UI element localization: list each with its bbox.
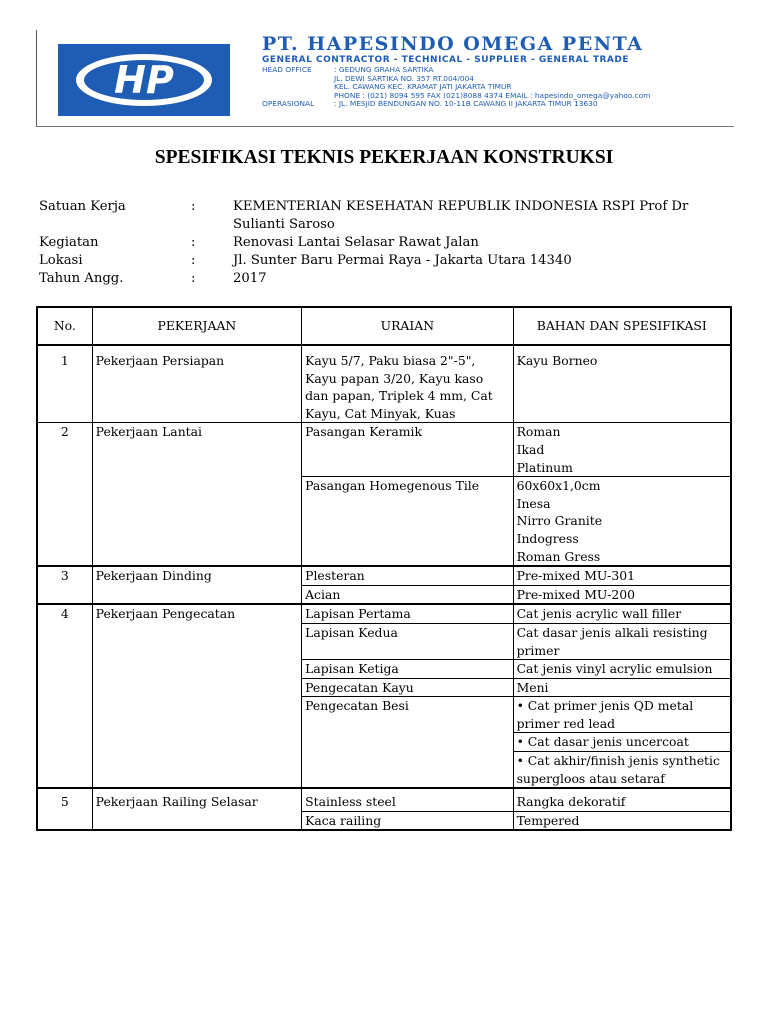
- company-tagline: GENERAL CONTRACTOR - TECHNICAL - SUPPLIER - GENERAL TRADE: [262, 55, 630, 65]
- cell-uraian: Kayu 5/7, Paku biasa 2"-5", Kayu papan 3/20, Kayu kaso dan papan, Triplek 4 mm, Cat Kayu, Cat Minyak, Kuas: [302, 345, 513, 423]
- bahan-item: Ikad: [516, 441, 545, 457]
- cell-uraian: Plesteran: [302, 566, 513, 585]
- cell-bahan: Cat dasar jenis alkali resisting primer: [513, 623, 731, 659]
- meta-value: KEMENTERIAN KESEHATAN REPUBLIK INDONESIA RSPI Prof Dr Sulianti Saroso: [233, 199, 689, 232]
- cell-bahan: Cat jenis vinyl acrylic emulsion: [513, 660, 731, 679]
- address-line: JL. DEWI SARTIKA NO. 357 RT.004/004: [334, 73, 474, 83]
- specification-table: [36, 306, 732, 831]
- document-title: SPESIFIKASI TEKNIS PEKERJAAN KONSTRUKSI: [154, 147, 614, 168]
- meta-label: Tahun Angg.: [39, 271, 124, 286]
- header-uraian: URAIAN: [302, 307, 513, 345]
- cell-uraian: Lapisan Kedua: [302, 623, 513, 659]
- header-bahan: BAHAN DAN SPESIFIKASI: [513, 307, 731, 345]
- cell-bahan: • Cat akhir/finish jenis synthetic supergloos atau setaraf: [513, 752, 731, 789]
- company-name: PT. HAPESINDO OMEGA PENTA: [262, 33, 644, 55]
- cell-no: 3: [37, 566, 92, 604]
- cell-bahan: • Cat dasar jenis uncercoat: [513, 733, 731, 752]
- cell-uraian: Pasangan Keramik: [302, 423, 513, 477]
- cell-bahan: Rangka dekoratif: [513, 788, 731, 811]
- cell-pekerjaan: Pekerjaan Lantai: [92, 423, 301, 566]
- cell-uraian: Stainless steel: [302, 788, 513, 811]
- cell-bahan: Tempered: [513, 811, 731, 830]
- cell-uraian: Pasangan Homegenous Tile: [302, 477, 513, 566]
- cell-bahan: [513, 423, 731, 477]
- table-row: [37, 604, 731, 623]
- header-no: No.: [37, 307, 92, 345]
- bahan-item: 60x60x1,0cm: [516, 478, 601, 494]
- cell-pekerjaan: Pekerjaan Dinding: [92, 566, 301, 604]
- header-pekerjaan: PEKERJAAN: [92, 307, 301, 345]
- cell-pekerjaan: Pekerjaan Persiapan: [92, 345, 301, 423]
- cell-uraian: Acian: [302, 585, 513, 604]
- address-row: [262, 66, 732, 75]
- cell-uraian: Lapisan Pertama: [302, 604, 513, 623]
- logo-text: HP: [114, 58, 174, 102]
- meta-colon: :: [191, 271, 196, 286]
- meta-value: Jl. Sunter Baru Permai Raya - Jakarta Utara 14340: [233, 253, 572, 268]
- bahan-item: Nirro Granite: [516, 513, 603, 529]
- table-row: [37, 566, 731, 585]
- operational-row: [262, 100, 732, 109]
- cell-no: 5: [37, 788, 92, 830]
- meta-colon: :: [191, 235, 196, 250]
- meta-colon: :: [191, 199, 196, 214]
- bahan-item: Inesa: [516, 495, 551, 511]
- address-line: KEL. CAWANG KEC. KRAMAT JATI JAKARTA TIMUR: [334, 82, 512, 92]
- cell-bahan: Kayu Borneo: [513, 345, 731, 423]
- meta-label: Satuan Kerja: [39, 199, 126, 214]
- table-row: [37, 345, 731, 423]
- meta-row-tahun-anggaran: [39, 270, 739, 288]
- cell-bahan: Pre-mixed MU-301: [513, 566, 731, 585]
- cell-bahan: Pre-mixed MU-200: [513, 585, 731, 604]
- cell-bahan: Cat jenis acrylic wall filler: [513, 604, 731, 623]
- table-header-row: [37, 307, 731, 345]
- meta-label: Kegiatan: [39, 235, 99, 250]
- address-line: PHONE : (021) 8094 595 FAX (021)8088 4374 EMAIL : hapesindo_omega@yahoo.com: [334, 90, 651, 100]
- letterhead: [36, 30, 734, 136]
- meta-colon: :: [191, 253, 196, 268]
- meta-row-kegiatan: [39, 234, 739, 252]
- bahan-item: Platinum: [516, 459, 573, 475]
- cell-no: 2: [37, 423, 92, 566]
- meta-row-lokasi: [39, 252, 739, 270]
- operational-label: OPERASIONAL: [262, 99, 315, 109]
- letterhead-bottom-rule: [36, 126, 734, 127]
- cell-no: 4: [37, 604, 92, 788]
- meta-label: Lokasi: [39, 253, 83, 268]
- operational-address: : JL. MESJID BENDUNGAN NO. 10-11B CAWANG II JAKARTA TIMUR 13630: [334, 99, 598, 109]
- meta-value: Renovasi Lantai Selasar Rawat Jalan: [233, 235, 479, 250]
- bahan-item: Roman Gress: [516, 548, 601, 564]
- cell-no: 1: [37, 345, 92, 423]
- cell-bahan: Meni: [513, 678, 731, 697]
- cell-bahan: [513, 477, 731, 566]
- cell-pekerjaan: Pekerjaan Pengecatan: [92, 604, 301, 788]
- cell-uraian: Kaca railing: [302, 811, 513, 830]
- table-row: [37, 788, 731, 811]
- document-meta: [39, 198, 739, 288]
- letterhead-left-rule: [36, 30, 37, 126]
- company-logo: [58, 44, 230, 116]
- meta-value: 2017: [233, 271, 267, 286]
- head-office-label: HEAD OFFICE: [262, 65, 312, 74]
- cell-pekerjaan: Pekerjaan Railing Selasar: [92, 788, 301, 830]
- cell-uraian: Pengecatan Kayu: [302, 678, 513, 697]
- cell-uraian: Pengecatan Besi: [302, 697, 513, 788]
- cell-bahan: • Cat primer jenis QD metal primer red lead: [513, 697, 731, 733]
- address-line: : GEDUNG GRAHA SARTIKA: [334, 65, 434, 74]
- cell-uraian: Lapisan Ketiga: [302, 660, 513, 679]
- company-info: [262, 34, 732, 109]
- meta-row-satuan-kerja: [39, 198, 739, 234]
- bahan-item: Roman: [516, 424, 561, 440]
- table-row: [37, 423, 731, 477]
- bahan-item: Indogress: [516, 530, 579, 546]
